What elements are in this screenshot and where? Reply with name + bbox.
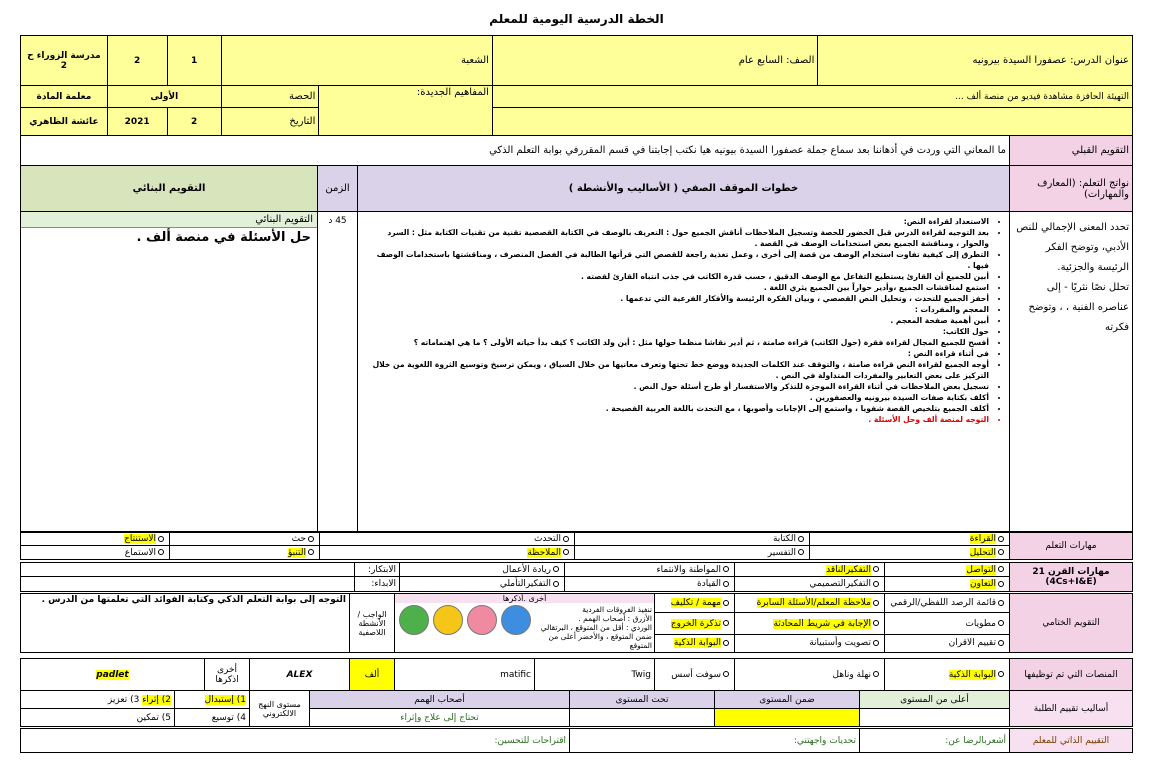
platform-cell: سوفت أسس (655, 659, 735, 691)
eval-label: أساليب تقييم الطلبة (1010, 691, 1133, 727)
diff-line: الأزرق : أصحاب الهمم . (578, 614, 652, 623)
prior-table (20, 135, 1133, 166)
skill-cell: التحليل (810, 546, 1010, 560)
diff-line: تنفيذ الفروقات الفردية (582, 605, 652, 614)
level-header: تحت المستوى (570, 691, 715, 709)
closing-item: مطويات (885, 613, 1010, 635)
step-item: • أبين للجميع أن القارئ يستطيع التفاعل مع الوصف الدقيق ، حسب قدرة الكاتب في جذب انتباه القارئ لقصته . (370, 271, 989, 282)
self-satisfied: أشعربالرضا عن: (860, 729, 1010, 753)
platform-cell: ALEX (250, 659, 350, 691)
c21-cell: الابداء: (355, 577, 400, 592)
main-table (20, 165, 1133, 532)
diff-cell (395, 594, 655, 653)
school-name: مدرسة الزوراء ح 2 (21, 36, 108, 86)
closing-item: تذكرة الخروج (655, 613, 735, 635)
date-value-2: 2021 (107, 108, 167, 136)
approach-item: 2) إثراء 3) تعزيز (21, 691, 175, 709)
date-value-1: 2 (167, 108, 221, 136)
c21-cell: التواصل (885, 563, 1010, 577)
closing-item: مهمة / تكليف (655, 594, 735, 613)
step-item: • أبين أهمية صفحة المعجم . (370, 315, 989, 326)
approach-label: مستوى النهج الالكتروني (250, 691, 310, 727)
page-title: الخطة الدرسية اليومية للمعلم (489, 12, 664, 26)
approach-item: 1) إستبدال (175, 691, 250, 709)
platform-cell: البوابة الذكية (885, 659, 1010, 691)
support-note: تحتاج إلى علاج وإثراء (310, 709, 570, 727)
skill-cell: حث (170, 533, 320, 546)
formative-text: حل الأسئلة في منصة ألف . (136, 230, 311, 245)
platforms-table (20, 658, 1133, 691)
platform-cell: ألف (350, 659, 395, 691)
c21-label: مهارات القرن 21 (4Cs+I&E) (1010, 563, 1133, 592)
step-item: • التطرق إلى كيفية تفاوت استخدام الوصف من قصة إلى أخرى ، وعمل تغذية راجعة للقصص التي قرأتها الطالبة في الفصل المنصرف ، ومناقشتها باستخدامات الوصف فيها . (370, 249, 989, 271)
section-value-1: 1 (167, 36, 221, 86)
c21-cell: المواطنة والانتماء (565, 563, 735, 577)
closing-item: البوابة الذكية (655, 634, 735, 652)
closing-item: الإجابة في شريط المحادثة (735, 613, 885, 635)
step-item: • الاستعداد لقراءة النص: (370, 216, 989, 227)
closing-label: التقويم الختامي (1010, 594, 1133, 653)
step-final: • التوجه لمنصة ألف وحل الأسئلة . (370, 414, 989, 425)
lesson-title: عنوان الدرس: عصفورا السيدة بيرونيه (818, 36, 1133, 86)
step-item: • المعجم والمفردات : (370, 304, 989, 315)
self-challenges: تحديات واجهتني: (570, 729, 860, 753)
outcomes-cell (1010, 212, 1133, 532)
closing-item: تقييم الاقران (885, 634, 1010, 652)
diff-line: الوردي : أقل من المتوقع ، البرتقالي ضمن المتوقع ، والأخضر أعلى من المتوقع (540, 623, 652, 650)
skill-cell: التفسير (575, 546, 810, 560)
skill-cell: الكتابة (575, 533, 810, 546)
date-label: التاريخ (221, 108, 319, 136)
face-pink-icon (467, 605, 497, 635)
c21-cell: التفكيرالناقد (735, 563, 885, 577)
step-item: • أكلف بكتابة صفات السيدة بيرونيه والعصفورين . (370, 392, 989, 403)
step-item: • أكلف الجميع بتلخيص القصة شفويا ، واستمع إلى الإجابات وأصوبها ، مع التحدث باللغة العربية الفصيحة . (370, 403, 989, 414)
level-header: أصحاب الهمم (310, 691, 570, 709)
eval-table (20, 690, 1133, 727)
skill-cell: التحدث (320, 533, 575, 546)
time-value: 45 د (318, 212, 358, 532)
skill-cell: الملاحظة (320, 546, 575, 560)
faces (397, 605, 537, 650)
prior-label: التقويم القبلي (1010, 136, 1133, 166)
skill-cell: الاستنتاج (21, 533, 170, 546)
closing-item: قائمة الرصد اللفظي/الرقمي (885, 594, 1010, 613)
formative-label: التقويم البنائي (21, 212, 317, 228)
skill-cell: التنبؤ (170, 546, 320, 560)
step-item: • أوجه الجميع لقراءة النص قراءة صامتة ، والتوقف عند الكلمات الجديدة ووضع خط تحتها وتعرف معانيها من خلال السياق ، ويمكن ترسيخ وتوسيع الثروة اللغوية من خلال التركيز على بعض التعابير والمفردات المتداولة في النص . (370, 359, 989, 381)
closing-item: ملاحظة المعلم/الأسئلة السابرة (735, 594, 885, 613)
platform-cell: padlet (96, 669, 129, 680)
c21-cell: التفكيرالتأملي (400, 577, 565, 592)
closing-item: تصويت وأستبيانة (735, 634, 885, 652)
section-value-2: 2 (107, 36, 167, 86)
step-item: • استمع لمناقشات الجميع ،وأدير حواراً بين الجميع يثري اللغة . (370, 282, 989, 293)
skills-label: مهارات التعلم (1010, 533, 1133, 560)
platform-cell: Twig (535, 659, 655, 691)
face-orange-icon (433, 605, 463, 635)
skills-table (20, 532, 1133, 560)
skill-cell: القراءة (810, 533, 1010, 546)
time-header: الزمن (318, 166, 358, 212)
formative-header: التقويم البنائي (21, 166, 318, 212)
face-green-icon (399, 605, 429, 635)
c21-cell: ريادة الأعمال (400, 563, 565, 577)
period-value: الأولى (107, 86, 221, 108)
steps-header: خطوات الموقف الصفي ( الأساليب والأنشطة ) (358, 166, 1010, 212)
c21-cell: القيادة (565, 577, 735, 592)
level-header: ضمن المستوى (715, 691, 860, 709)
period-label: الحصة (221, 86, 319, 108)
platform-cell: matific (395, 659, 535, 691)
hook-text: التهيئة الحافزة مشاهدة فيديو من منصة ألف ... (492, 86, 1132, 108)
step-item: • أفسح للجميع المجال لقراءة فقرة (حول الكاتب) قراءة صامتة ، ثم أدير نقاشا منظما حولها مثل : أين ولد الكاتب ؟ كيف بدأ حياته الأولى ؟ ما هي اهتماماته ؟ (370, 337, 989, 348)
step-item: • تسجيل بعض الملاحظات في أثناء القراءة الموجزة للتذكر والاستفسار أو طرح أسئلة حول النص . (370, 381, 989, 392)
level-header: أعلى من المستوى (860, 691, 1010, 709)
steps-cell (358, 212, 1010, 532)
self-table (20, 728, 1133, 753)
teacher-name: عائشة الظاهري (21, 108, 108, 136)
self-suggestions: اقتراحات للتحسين: (21, 729, 570, 753)
approach-item: 5) تمكين (21, 709, 175, 727)
teacher-role: معلمة المادة (21, 86, 108, 108)
outcomes-header: نواتج التعلم: (المعارف والمهارات) (1010, 166, 1133, 212)
section-label: الشعبة (221, 36, 492, 86)
step-item: • حول الكاتب: (370, 326, 989, 337)
header-table (20, 35, 1133, 136)
step-item: • في أثناء قراءة النص : (370, 348, 989, 359)
face-blue-icon (501, 605, 531, 635)
c21-table (20, 562, 1133, 592)
platform-cell: أخرى اذكرها (205, 659, 250, 691)
grade: الصف: السابع عام (492, 36, 817, 86)
c21-cell: التعاون (885, 577, 1010, 592)
c21-cell: التفكيرالتصميمي (735, 577, 885, 592)
c21-cell: الابتكار: (355, 563, 400, 577)
step-item: • أحفز الجميع للتحدث ، وتحليل النص القصصي ، وبيان الفكرة الرئيسة والأفكار الفرعية التي تدعمها . (370, 293, 989, 304)
platform-cell: نهلة وناهل (735, 659, 885, 691)
step-item: • بعد التوجيه لقراءة الدرس قبل الحضور للحصة وتسجيل الملاحظات أناقش الجميع حول : التعريف بالوصف في الكتابة القصصية تقنية من تقنيات الكتابة مثل : السرد والحوار ، ومناقشة الجميع بعض استخدامات الوصف في القصة . (370, 227, 989, 249)
new-concepts: المفاهيم الجديدة: (319, 86, 493, 136)
outcome-2: تحلل نصًا نثريًا - إلى عناصره الفنية ، ، وتوضح فكرته (1028, 282, 1129, 333)
lesson-plan (20, 35, 1133, 780)
outcome-1: تحدد المعنى الإجمالي للنص الأدبي، وتوضح الفكر الرئيسة والجزئية. (1016, 222, 1129, 273)
approach-item: 4) توسيع (175, 709, 250, 727)
skill-cell: الاستماع (21, 546, 170, 560)
homework-text: التوجه إلى بوابة التعلم الذكي وكتابة الفوائد التي تعلمتها من الدرس . (21, 594, 350, 653)
steps-list (358, 212, 1009, 427)
closing-table (20, 593, 1133, 653)
self-label: التقييم الذاتي للمعلم (1010, 729, 1133, 753)
homework-label: الواجب / الأنشطة اللاصفية (350, 594, 395, 653)
diff-title: أخرى .أذكرها (395, 594, 654, 603)
prior-text: ما المعاني التي وردت في أذهاننا بعد سماع جملة عصفورا السيدة بيونيه هيا نكتب إجابتنا في قسم المقررفي بوابة التعلم الذكي (21, 136, 1010, 166)
platforms-label: المنصات التي تم توظيفها (1010, 659, 1133, 691)
formative-cell (21, 212, 318, 532)
